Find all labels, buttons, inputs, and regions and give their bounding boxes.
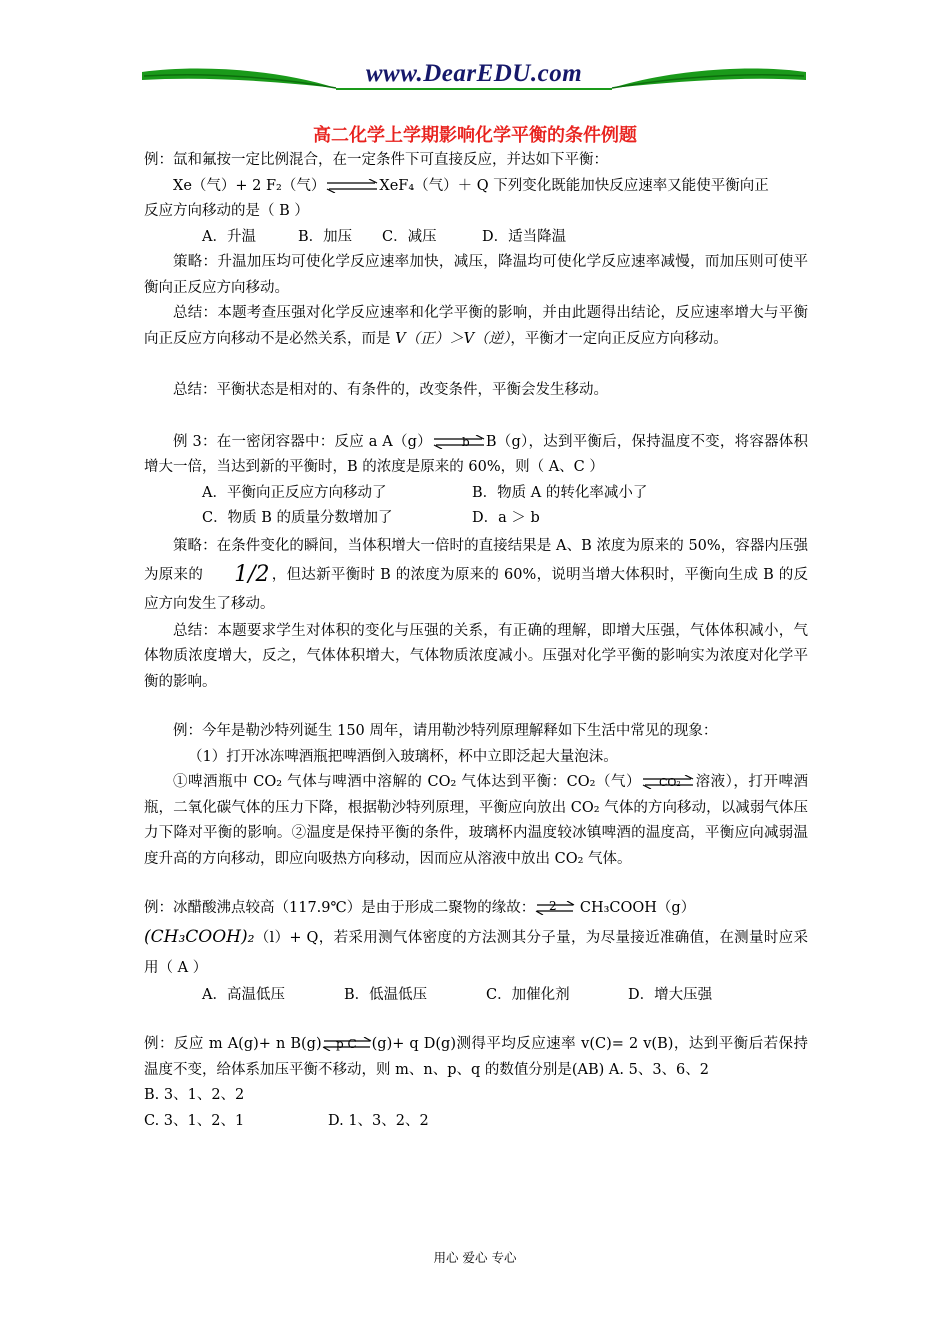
ex5-line2	[144, 922, 808, 983]
ex5-choice-a: A．高温低压	[202, 986, 285, 1003]
ex1-equation-line	[144, 174, 808, 200]
ex3-intro	[144, 430, 808, 481]
ex1-eq-right: XeF₄（气）＋ Q 下列变化既能加快反应速率又能使平衡向正	[379, 177, 769, 194]
ex1-choices	[144, 225, 808, 251]
ex5-line2-text: （l）+ Q，若采用测气体密度的方法测其分子量，为尽量接近准确值，在测量时应采用（ A ）	[144, 929, 808, 976]
equilibrium-arrow-icon	[322, 1037, 372, 1051]
ex3-strategy-part2: ，但达新平衡时 B 的浓度为原来的 60%，说明当增大体积时，平衡向生成 B 的反应方向发生了移动。	[144, 566, 808, 612]
site-logo-text[interactable]: www.DearEDU.com	[365, 60, 583, 87]
equilibrium-arrow-icon	[535, 901, 575, 915]
ex1-eq-left: Xe（气）+ 2 F₂（气）	[173, 177, 326, 194]
ex3-choices-row2	[144, 506, 808, 532]
ex5-choice-d: D．增大压强	[628, 986, 713, 1003]
ex5-choices	[144, 983, 808, 1009]
ex1-question: 反应方向移动的是（ B ）	[144, 203, 309, 219]
ex3-summary: 总结：本题要求学生对体积的变化与压强的关系，有正确的理解，即增大压强，气体体积减小，气体物质浓度增大，反之，气体体积增大，气体物质浓度减小。压强对化学平衡的影响实为浓度对化学平衡的影响。	[144, 622, 808, 690]
ex1-summary-velocity: V（正）＞V（逆）	[395, 330, 511, 347]
ex3-choice-d: D．a ＞ b	[472, 510, 540, 526]
ex3-strategy-part1: 策略：在条件变化的瞬间，当体积增大一倍时的直接结果是 A、B 浓度为原来的 50%，容器内压强为原来的	[144, 537, 808, 583]
ex3-choice-a: A．平衡向正反应方向移动了	[202, 484, 387, 501]
ex5-part2: CH₃COOH（g）	[575, 900, 696, 916]
ex5-choice-b: B．低温低压	[344, 986, 428, 1003]
equilibrium-arrow-icon	[641, 775, 695, 789]
ex3-strategy	[144, 532, 808, 619]
fraction-one-half: 1/2	[234, 561, 270, 587]
equilibrium-arrow-icon	[432, 435, 486, 449]
ex4-intro: 例：今年是勒沙特列诞生 150 周年，请用勒沙特列原理解释如下生活中常见的现象：	[173, 723, 718, 739]
ex3-choices-row1	[144, 481, 808, 507]
ex3-coef-b: b	[461, 434, 470, 449]
document-title: 高二化学上学期影响化学平衡的条件例题	[313, 125, 637, 146]
ex3-choice-b: B．物质 A 的转化率减小了	[472, 484, 648, 501]
ex6-intro	[144, 1032, 808, 1083]
ex1-choice-d: D．适当降温	[482, 228, 567, 245]
ex6-coef-pc: p C	[335, 1037, 357, 1051]
ex5-part1: 例：冰醋酸沸点较高（117.9℃）是由于形成二聚物的缘故：	[144, 900, 536, 916]
ex6-answers-cd	[144, 1109, 808, 1135]
ex4-exp-part1: ①啤酒瓶中 CO₂ 气体与啤酒中溶解的 CO₂ 气体达到平衡：CO₂（气）	[173, 774, 642, 790]
ex1-choice-c: C．减压	[382, 228, 437, 245]
ex1-choice-b: B．加压	[298, 228, 353, 245]
ex1-strategy: 策略：升温加压均可使化学反应速率加快，减压，降温均可使化学反应速率减慢，而加压则可使平衡向正反应方向移动。	[144, 254, 808, 296]
equilibrium-arrow-icon	[325, 179, 379, 193]
ex4-explanation	[144, 770, 808, 872]
ex1-summary	[144, 301, 808, 352]
ex6-part2: (g)+ q D(g)测得平均反应速率 v(C)= 2 v(B)，达到平衡后若保持温度不变，给体系加压平衡不移动，则 m、n、p、q 的数值分别是(AB) A. 5、3、6、2	[144, 1036, 808, 1078]
ex5-dimer-formula: (CH₃COOH)₂	[144, 926, 255, 947]
summary-equilibrium: 总结：平衡状态是相对的、有条件的，改变条件，平衡会发生移动。	[173, 382, 608, 398]
ex5-intro	[144, 896, 808, 922]
ex4-exp-part2: 溶液），打开啤酒瓶，二氧化碳气体的压力下降，根据勒沙特列原理，平衡应向放出 CO₂ 气体的方向移动，以减弱气体压力下降对平衡的影响。②温度是保持平衡的条件，玻璃杯内温度较冰镇啤酒的温度高，平衡应向减弱温度升高的方向移动，即应向吸热方向移动，因而应从溶液中放出 CO₂ 气体。	[144, 774, 808, 867]
ex1-choice-a: A．升温	[202, 228, 256, 245]
ex3-part1: 例 3：在一密闭容器中：反应 a A（g）	[173, 433, 432, 450]
page-footer: 用心 爱心 专心	[433, 1250, 517, 1265]
ex4-item1: （1）打开冰冻啤酒瓶把啤酒倒入玻璃杯，杯中立即泛起大量泡沫。	[188, 748, 618, 765]
ex3-part2: B（g），达到平衡后，保持温度不变，将容器体积增大一倍，当达到新的平衡时，B 的浓度是原来的 60%，则（ A、C ）	[144, 433, 809, 475]
ex3-choice-c: C．物质 B 的质量分数增加了	[202, 510, 393, 526]
ex1-intro: 例：氙和氟按一定比例混合，在一定条件下可直接反应，并达如下平衡：	[144, 152, 608, 168]
ex6-part1: 例：反应 m A(g)+ n B(g)	[144, 1036, 322, 1052]
ex1-summary-part2: ，平衡才一定向正反应方向移动。	[510, 330, 728, 347]
ex5-choice-c: C．加催化剂	[486, 986, 570, 1003]
ex4-co2-label: CO₂	[659, 776, 681, 789]
ex5-coef-2: 2	[549, 901, 557, 913]
document-body	[144, 148, 808, 1134]
site-header-banner	[140, 58, 808, 98]
ex6-answer-b: B. 3、1、2、2	[144, 1087, 245, 1103]
ex6-answer-d: D. 1、3、2、2	[328, 1112, 429, 1129]
ex1-summary-part1: 总结：本题考查压强对化学反应速率和化学平衡的影响，并由此题得出结论，反应速率增大与平衡向正反应方向移动不是必然关系，而是	[144, 305, 808, 347]
ex6-answer-c: C. 3、1、2、1	[144, 1112, 245, 1129]
